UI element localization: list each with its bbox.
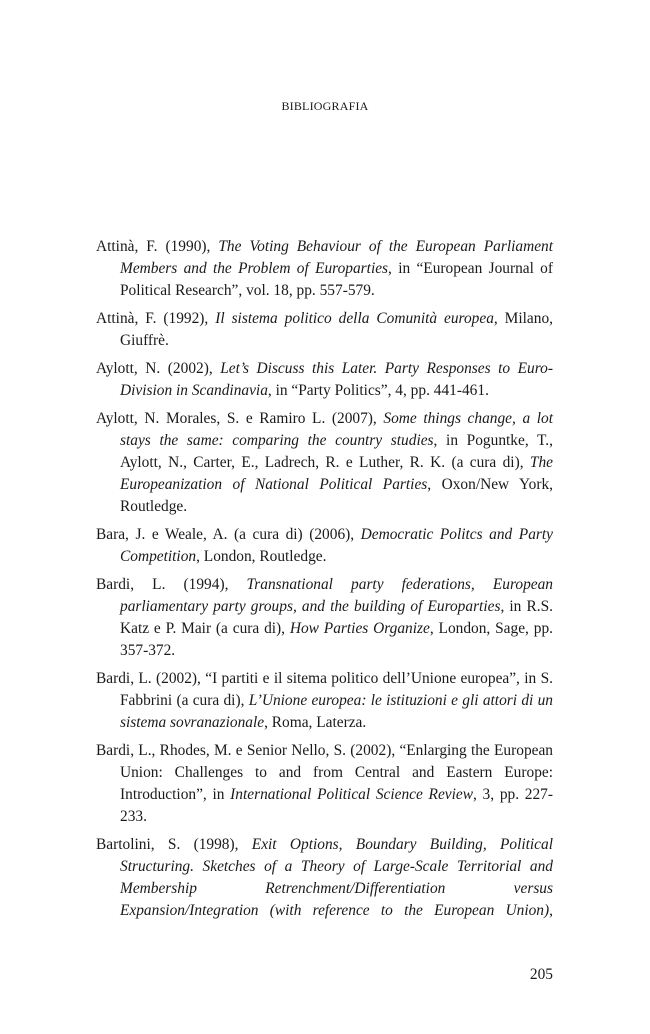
bibliography-entry bbox=[96, 668, 553, 734]
page-number: 205 bbox=[529, 966, 553, 983]
entry-title-italic: International Political Science Review bbox=[230, 786, 473, 803]
entry-text: , 3, pp. 227-233. bbox=[120, 786, 553, 825]
entry-text: Bartolini, S. (1998), bbox=[96, 836, 252, 853]
entry-title-italic: The Voting Behaviour of the European Parliament Members and the Problem of Europarties bbox=[120, 238, 553, 277]
bibliography-entry bbox=[96, 236, 553, 302]
bibliography-entry bbox=[96, 834, 553, 922]
entry-text: , Milano, Giuffrè. bbox=[120, 310, 553, 349]
entry-text: , in Poguntke, T., Aylott, N., Carter, E., Ladrech, R. e Luther, R. K. (a cura di), bbox=[120, 432, 554, 471]
entry-title-italic: Democratic Politcs and Party Competition bbox=[120, 526, 553, 565]
bibliography-list bbox=[96, 236, 553, 928]
bibliography-entry bbox=[96, 740, 553, 828]
entry-title-italic: Il sistema politico della Comunità europea bbox=[215, 310, 494, 327]
entry-text: Bardi, L., Rhodes, M. e Senior Nello, S. (2002), “Enlarging the European Union: Challenges to and from Central and Eastern Europe: Introduction”, in bbox=[96, 742, 553, 803]
entry-text: , in “European Journal of Political Research”, vol. 18, pp. 557-579. bbox=[120, 260, 554, 299]
entry-text: Bardi, L. (2002), “I partiti e il sitema politico dell’Unione europea”, in S. Fabbrini (a cura di), bbox=[96, 670, 553, 709]
entry-text: Attinà, F. (1990), bbox=[96, 238, 219, 255]
entry-text: , in R.S. Katz e P. Mair (a cura di), bbox=[120, 598, 553, 637]
entry-title-italic: Let’s Discuss this Later. Party Responses to Euro-Division in Scandinavia bbox=[120, 360, 553, 399]
running-head: BIBLIOGRAFIA bbox=[281, 99, 369, 113]
entry-text: Bara, J. e Weale, A. (a cura di) (2006), bbox=[96, 526, 361, 543]
entry-text: Aylott, N. (2002), bbox=[96, 360, 221, 377]
entry-title-italic: L’Unione europea: le istituzioni e gli attori di un sistema sovranazionale bbox=[120, 692, 553, 731]
bibliography-entry bbox=[96, 408, 553, 518]
entry-text: Bardi, L. (1994), bbox=[96, 576, 247, 593]
entry-text: Attinà, F. (1992), bbox=[96, 310, 216, 327]
bibliography-entry bbox=[96, 358, 553, 402]
entry-title-italic: How Parties Organize bbox=[289, 620, 430, 637]
bibliography-entry bbox=[96, 308, 553, 352]
entry-title-italic: The Europeanization of National Political Parties bbox=[120, 454, 553, 493]
bibliography-entry bbox=[96, 574, 553, 662]
entry-text: , Oxon/New York, Routledge. bbox=[120, 476, 553, 515]
entry-text: , bbox=[549, 902, 553, 919]
entry-text: , London, Sage, pp. 357-372. bbox=[120, 620, 553, 659]
entry-text: , Roma, Laterza. bbox=[264, 714, 367, 731]
entry-title-italic: Transnational party federations, European parliamentary party groups, and the building of Europarties bbox=[120, 576, 554, 615]
entry-text: Aylott, N. Morales, S. e Ramiro L. (2007), bbox=[96, 410, 384, 427]
entry-title-italic: Some things change, a lot stays the same: comparing the country studies bbox=[120, 410, 553, 449]
entry-text: , in “Party Politics”, 4, pp. 441-461. bbox=[267, 382, 489, 399]
entry-text: , London, Routledge. bbox=[196, 548, 327, 565]
entry-title-italic: Exit Options, Boundary Building, Political Structuring. Sketches of a Theory of Large-Scale Territorial and Membership Retrenchment/Differentiation versus Expansion/Integration (with reference to the European Union) bbox=[120, 836, 553, 919]
bibliography-entry bbox=[96, 524, 553, 568]
